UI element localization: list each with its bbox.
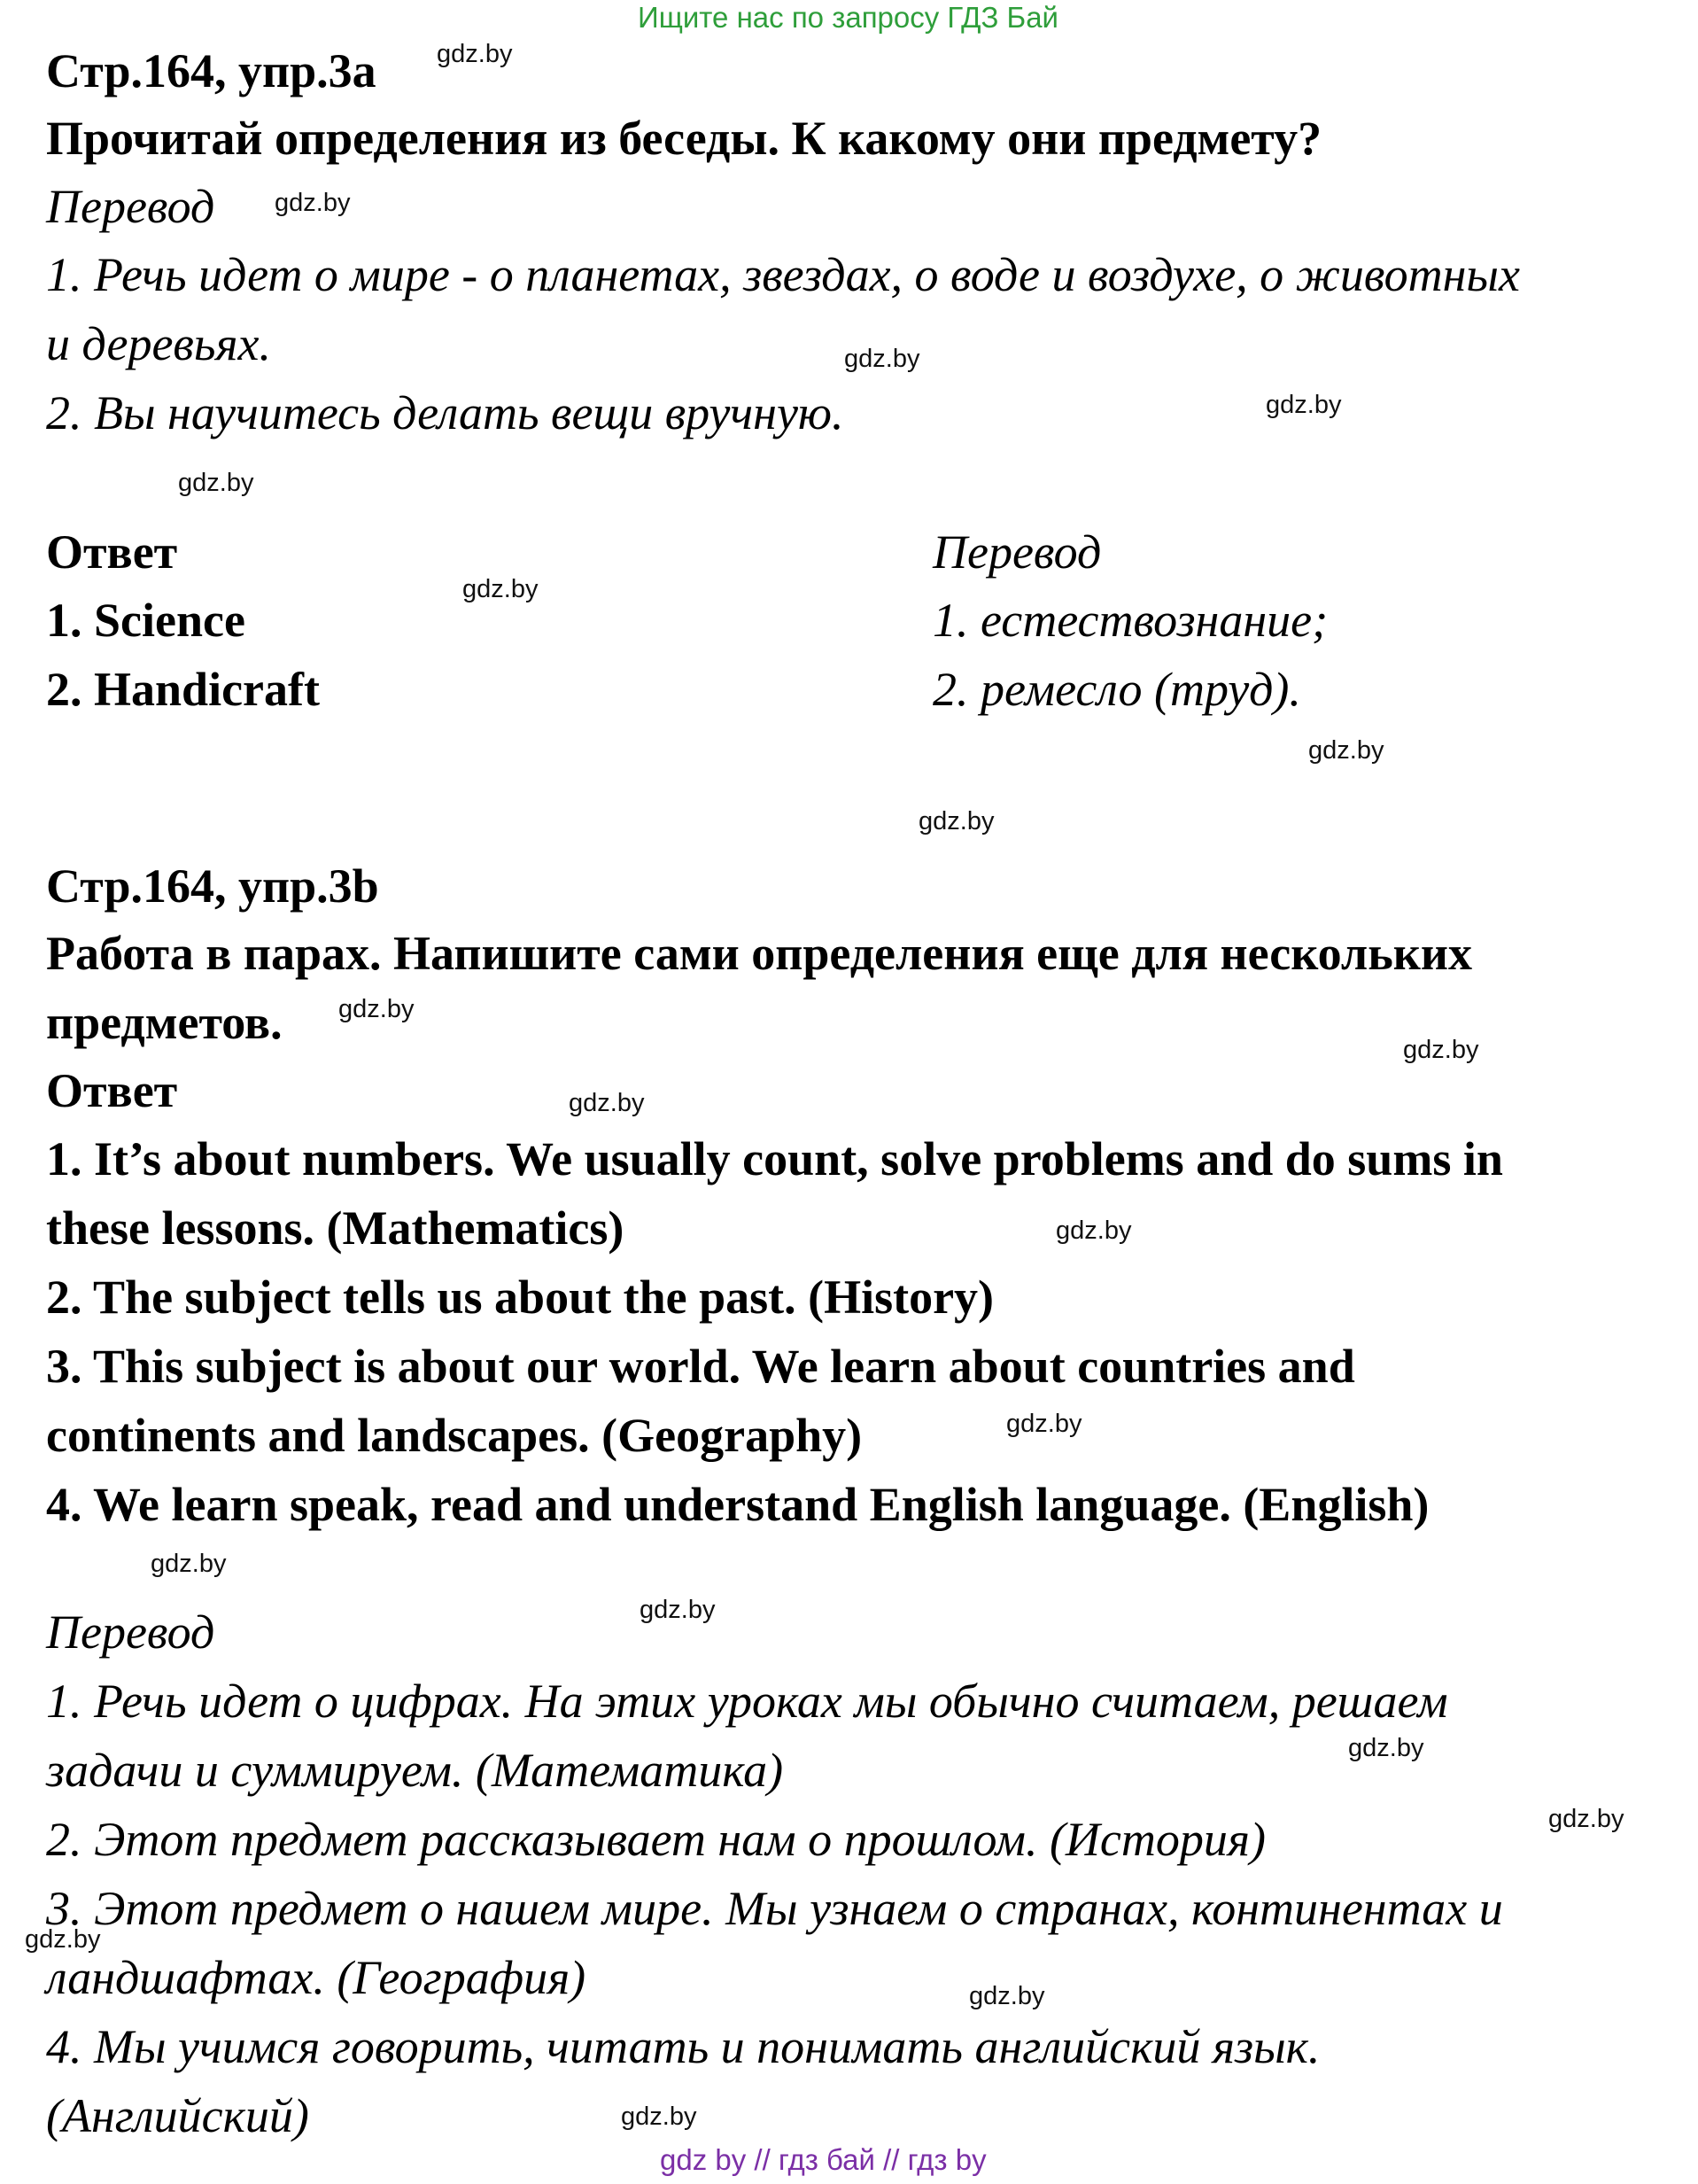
- watermark: gdz.by: [640, 1596, 716, 1624]
- section-b-translation-line: 1. Речь идет о цифрах. На этих уроках мы обычно считаем, решаем: [46, 1675, 1448, 1728]
- watermark: gdz.by: [1056, 1216, 1132, 1245]
- watermark: gdz.by: [1266, 391, 1342, 419]
- watermark: gdz.by: [25, 1925, 101, 1954]
- section-b-translation-line: 2. Этот предмет рассказывает нам о прошлом. (История): [46, 1813, 1266, 1866]
- section-b-title: Стр.164, упр.3b: [46, 859, 379, 913]
- section-b-translation-line: 3. Этот предмет о нашем мире. Мы узнаем о странах, континентах и: [46, 1882, 1503, 1935]
- watermark: gdz.by: [151, 1550, 227, 1578]
- section-a-title: Стр.164, упр.3a: [46, 44, 376, 97]
- section-b-translation-line: 4. Мы учимся говорить, читать и понимать английский язык.: [46, 2020, 1321, 2073]
- section-b-translation-line: (Английский): [46, 2089, 309, 2142]
- watermark: gdz.by: [969, 1982, 1045, 2010]
- section-b-answer-line: 1. It’s about numbers. We usually count, solve problems and do sums in: [46, 1132, 1503, 1185]
- watermark: gdz.by: [569, 1089, 645, 1117]
- section-a-translation-line: 1. Речь идет о мире - о планетах, звездах, о воде и воздухе, о животных: [46, 248, 1520, 301]
- section-b-answer-line: continents and landscapes. (Geography): [46, 1409, 863, 1462]
- watermark: gdz.by: [621, 2102, 697, 2131]
- section-a-answer-label: Ответ: [46, 525, 178, 579]
- section-b-translation-line: ландшафтах. (География): [46, 1951, 586, 2004]
- section-a-answer-translation-label: Перевод: [933, 525, 1102, 579]
- section-a-answer: 2. Handicraft: [46, 663, 320, 716]
- watermark: gdz.by: [437, 40, 513, 68]
- section-b-task-line: предметов.: [46, 996, 283, 1049]
- watermark: gdz.by: [844, 345, 920, 373]
- watermark: gdz.by: [275, 189, 351, 217]
- watermark: gdz.by: [462, 575, 539, 603]
- watermark: gdz.by: [338, 995, 415, 1023]
- section-b-answer-line: 4. We learn speak, read and understand English language. (English): [46, 1478, 1430, 1531]
- section-a-answer-translation: 1. естествознание;: [933, 594, 1329, 647]
- watermark: gdz.by: [1006, 1410, 1082, 1438]
- watermark: gdz.by: [919, 807, 995, 836]
- section-a-translation-line: и деревьях.: [46, 317, 271, 370]
- section-b-answer-line: 3. This subject is about our world. We learn about countries and: [46, 1340, 1355, 1393]
- watermark: gdz.by: [1348, 1734, 1424, 1762]
- section-a-task: Прочитай определения из беседы. К какому они предмету?: [46, 112, 1322, 165]
- section-a-answer: 1. Science: [46, 594, 245, 647]
- watermark: gdz.by: [1548, 1805, 1624, 1833]
- header-link[interactable]: Ищите нас по запросу ГДЗ Бай: [638, 1, 1058, 34]
- watermark: gdz.by: [1403, 1036, 1479, 1064]
- watermark: gdz.by: [178, 469, 254, 497]
- section-a-translation-label: Перевод: [46, 180, 215, 233]
- section-b-answer-line: 2. The subject tells us about the past. (History): [46, 1271, 995, 1324]
- section-b-task-line: Работа в парах. Напишите сами определения еще для нескольких: [46, 927, 1473, 980]
- section-b-answer-label: Ответ: [46, 1064, 178, 1117]
- section-b-translation-label: Перевод: [46, 1605, 215, 1659]
- section-a-translation-line: 2. Вы научитесь делать вещи вручную.: [46, 386, 844, 439]
- footer-links[interactable]: gdz by // гдз бай // гдз by: [660, 2143, 987, 2176]
- watermark: gdz.by: [1308, 736, 1384, 765]
- section-b-answer-line: these lessons. (Mathematics): [46, 1201, 624, 1255]
- section-a-answer-translation: 2. ремесло (труд).: [933, 663, 1301, 716]
- section-b-translation-line: задачи и суммируем. (Математика): [46, 1744, 784, 1797]
